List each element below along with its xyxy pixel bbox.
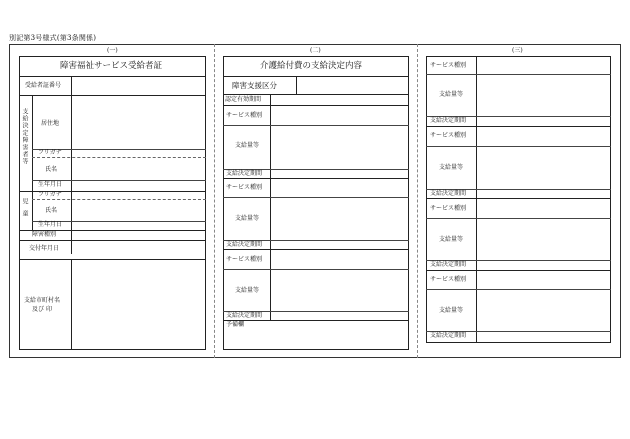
municipality-label: 支給市町村名 及び 印 <box>24 297 61 313</box>
column-header-3: (三) <box>512 47 523 54</box>
child-label: 児童 <box>21 198 28 222</box>
column-header-2: (二) <box>310 47 321 54</box>
service-type-label: サービス種別 <box>226 256 263 263</box>
issue-date-field[interactable] <box>72 241 205 258</box>
reserve-column-label: 予備欄 <box>226 321 245 328</box>
supply-amount-label: 支給量等 <box>439 164 464 171</box>
form-caption: 別記第3号様式(第3条関係) <box>9 34 97 42</box>
birthdate-label: 生年月日 <box>38 181 63 188</box>
name-field[interactable] <box>72 158 205 179</box>
recipient-number-label: 受給者証番号 <box>25 82 62 89</box>
service-type-label: サービス種別 <box>430 132 467 139</box>
decision-period-label: 支給決定期間 <box>226 312 263 319</box>
decision-period-label: 支給決定期間 <box>430 117 467 124</box>
supply-amount-label: 支給量等 <box>439 236 464 243</box>
name-label: 氏名 <box>45 166 58 173</box>
supply-amount-label: 支給量等 <box>235 215 260 222</box>
service-type-label: サービス種別 <box>226 112 263 119</box>
residence-label: 居住地 <box>41 120 60 127</box>
decision-period-label: 支給決定期間 <box>226 241 263 248</box>
disability-type-label: 障害種別 <box>32 231 57 238</box>
child-furigana-label: フリガナ <box>38 191 62 198</box>
card2-title: 介護給付費の支給決定内容 <box>260 61 363 71</box>
child-name-field[interactable] <box>72 200 205 220</box>
applicant-group-label: 支給決定障害者等 <box>21 108 28 166</box>
validity-period-field[interactable] <box>271 95 408 104</box>
service-type-label: サービス種別 <box>430 205 467 212</box>
column-divider-1 <box>214 44 215 358</box>
issue-date-label: 交付年月日 <box>29 245 60 252</box>
card1-title: 障害福祉サービス受給者証 <box>60 61 163 71</box>
column-divider-2 <box>417 44 418 358</box>
reserve-field[interactable] <box>224 330 408 349</box>
decision-period-label: 支給決定期間 <box>430 261 467 268</box>
supply-amount-label: 支給量等 <box>235 287 260 294</box>
municipality-seal-field[interactable] <box>72 260 205 349</box>
validity-period-label: 認定有効期間 <box>225 96 262 103</box>
child-name-label: 氏名 <box>45 207 58 214</box>
service-type-label: サービス種別 <box>430 276 467 283</box>
furigana-label: フリガナ <box>38 149 62 156</box>
service-type-label: サービス種別 <box>430 62 467 69</box>
supply-amount-label: 支給量等 <box>439 307 464 314</box>
supply-amount-label: 支給量等 <box>235 142 260 149</box>
recipient-number-field[interactable] <box>72 77 205 94</box>
column-header-1: (一) <box>107 47 118 54</box>
decision-period-label: 支給決定期間 <box>430 332 467 339</box>
support-category-label: 障害支援区分 <box>232 81 277 90</box>
service-type-label: サービス種別 <box>226 184 263 191</box>
residence-field[interactable] <box>72 96 205 148</box>
decision-period-label: 支給決定期間 <box>430 190 467 197</box>
decision-period-label: 支給決定期間 <box>226 170 263 177</box>
child-birthdate-label: 生年月日 <box>38 221 63 228</box>
support-category-field[interactable] <box>297 77 408 93</box>
supply-amount-label: 支給量等 <box>439 91 464 98</box>
benefit-continuation-card <box>426 56 611 343</box>
